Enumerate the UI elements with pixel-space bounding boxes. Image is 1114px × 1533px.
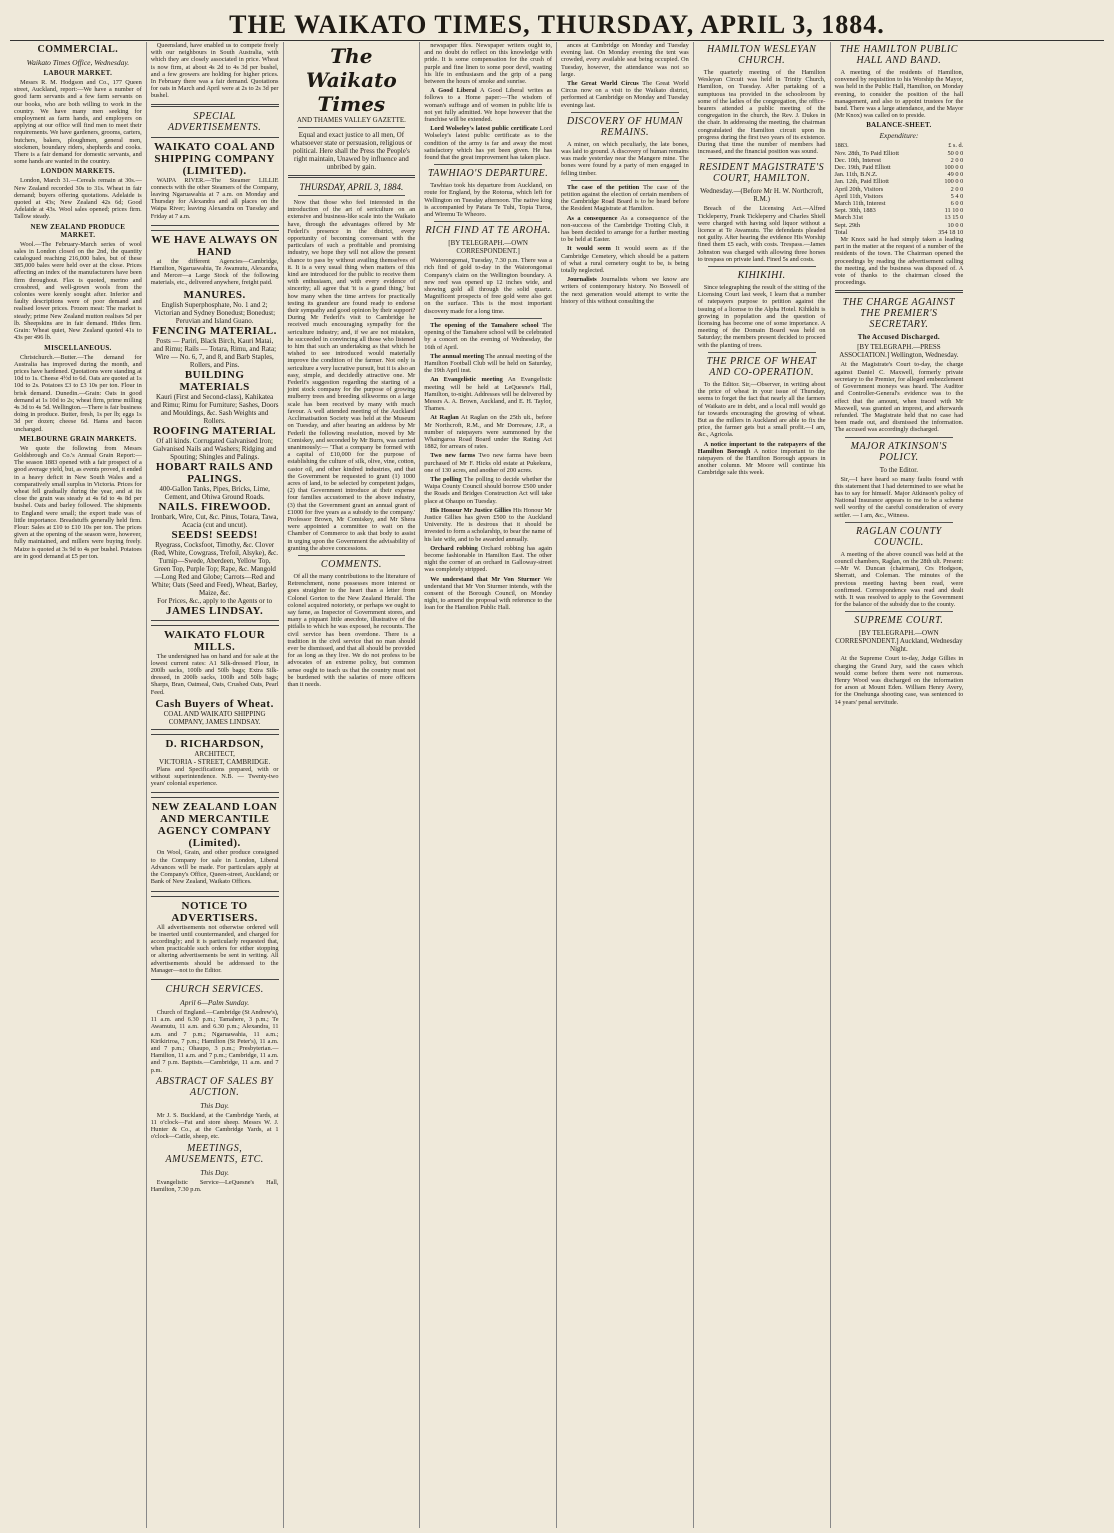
advert-tail: For Prices, &c., apply to the Agents or to (157, 596, 273, 605)
col2-body: Queensland, have enabled us to compete freely with our neighbours in South Australia, with which they are closely associated in price. Wheat is now firm, at about 4s 2d to 4s 3d per bushel, and a few growers are holding for higher prices. In February there was a fair demand. Quotations for oats in March and April were at 2s to 2s 3d per bushel. (150, 42, 279, 100)
advert-body: 400-Gallon Tanks, Pipes, Bricks, Lime, Cement, and Ohiwa Ground Roads. (159, 484, 270, 501)
balance-sheet-item: Dec. 19th, Paid Elliott (834, 164, 891, 172)
balance-sheet-row (835, 229, 964, 236)
human-remains-body: A miner, on which peculiarly, the late bones, was laid to ground. A discovery of human remains was made yesterday near the Mangere mine. The bones were found by a party of men engaged in felling timber. (561, 140, 689, 177)
nz-produce-body: Wool.—The February-March series of wool sales in London closed on the 2nd, the quantity catalogued reaching 216,000 bales, but of these 385,000 bales were held over at the close. Prices affecting an index of the manufacturers have been firm throughout. Flax is quoted, merino and crossbred, and well-grown wools from the colonies were keenly sought after. Inferior and faulty descriptions were of poor demand and realised lower prices. Frozen meat: The market is steady; prime New Zealand mutton realises 5d per lb. Sheepskins are in fair demand. Hides firm. Grain: Wheat quiet, New Zealand quoted 41s to 43s per 496 lb. (14, 240, 142, 342)
advert-title: WE HAVE ALWAYS ON HAND (151, 233, 278, 258)
news-item-title: Lord Wolseley's latest public certificate (430, 125, 538, 133)
news-item-title: It would seem (567, 245, 611, 253)
advert-body: The undersigned has on hand and for sale at the lowest current rates: A1 Silk-dressed Flour, in 200lb sacks, 100lb and 50lb bags; Extra Silk-dressed, in 200lb sacks, 100lb and 50lb bags; Sharps, Bran, Oatmeal, Oats, Crushed Oats, Pearl Feed. (150, 652, 279, 696)
advert-subtitle: SEEDS! SEEDS! (171, 528, 258, 541)
leader-body: Now that those who feel interested in the introduction of the art of sericulture on an extensive and business-like scale into the Waikato have, through the advantages offered by Mr Federli's presence in the district, every opportunity of becoming conversant with the particulars of such a profitable and promising industry, we hope they will not allow the present chance to pass by without availing themselves of it. It is a very usual thing when matters of this kind are introduced for the public to receive them with enthusiasm, and with every evidence of sincerity; all agree that 'it is a grand thing,' but how many when the time arrives for practically testing its grandeur are found ready to endorse their sympathy and good opinion by their support? During Mr Federli's visit to Cambridge he received much encouraging sympathy for the sericulture industry; and, if we are not mistaken, he succeeded in convincing all those who listened to him that such an undertaking as that which he wished to see introduced would materially improve the condition of the farmer. Not only is sericulture a very lucrative pursuit, but it is also an easy, simple, and decidedly attractive one. Mr Federli's suggestion regarding the starting of a joint stock company for the purpose of growing mulberry trees and breeding silkworms on a large scale has been received by many with much favour. A well attended meeting of the Auckland Acclimatisation Society was held at the Museum on Tuesday, and after hearing an address by Mr Federli the following resolution, moved by Mr Comiskey, and seconded by Mr Burrs, was carried unanimously:— 'That a company be formed with a capital of £10,000 for the purpose of establishing the culture of silk, olive, vine, cotton, castor oil, and other kindred industries, and that the Government be requested to grant (1) 1000 acres of land, to be selected by competent judges, (2) that Government introduce at their expense four families accustomed to the above industry, (3) that the Government grant an annual grant of £1000 for five years as a subsidy to the company.' Professor Brown, Mr Comiskey, and Mr Shera were appointed a committee to wait on the Chamber of Commerce to ask that body to assist in urging upon the Government the advisability of granting the above concessions. (287, 199, 416, 552)
news-item-body: His Honour Mr Justice Gillies has given £500 to the Auckland University. He is desirous that it should be invested to form a scholarship, to bear the name of his late wife, and to be awarded annually. (424, 506, 552, 543)
balance-sheet-row (835, 193, 964, 200)
column-3 (284, 42, 421, 1528)
news-item (424, 125, 552, 161)
news-item (424, 322, 552, 351)
divider (151, 104, 279, 107)
london-markets-heading: LONDON MARKETS. (40, 167, 115, 176)
advert-subtitle: FENCING MATERIAL. (152, 324, 277, 337)
news-item-title: The annual meeting (430, 352, 484, 360)
premier-secretary-heading: THE CHARGE AGAINST THE PREMIER'S SECRETARY. (842, 297, 955, 331)
news-item-body: Lord Wolseley's latest public certificate as to the condition of the army is far and away the most satisfactory which has yet been given. He has found that the great improvement has taken place. (424, 125, 552, 162)
rich-find-heading: RICH FIND AT TE AROHA. (425, 225, 551, 237)
balance-sheet-amount: 50 0 0 (947, 149, 964, 157)
news-item-body: The opening of the Tamahere school will be celebrated by a concert on the evening of Wednesday, the 16th of April. (424, 321, 552, 351)
raglan-council-heading: RAGLAN COUNTY COUNCIL. (856, 525, 942, 548)
balance-sheet-amount: 100 0 0 (944, 164, 964, 172)
advert-body: Ryegrass, Cocksfoot, Timothy, &c. Clover (Red, White, Cowgrass, Trefoil, Alsyke), &c. Turnip—Swede, Aberdeen, Yellow Top, Green Top, Purple Top; Rape, &c. Mangold—Long Red and Globe; Carrots—Red and White; Oats (Seed and Feed), Wheat, Barley, Maize, &c. (151, 540, 279, 597)
balance-sheet-amount: 49 0 0 (947, 171, 964, 179)
col4-body: newspaper files. Newspaper writers ought to, and no doubt do reflect on this knowledge with pride. It is some compensation for the crush of purple and fine linen to some poor devil, wasting his life in enthusiasm and the grip of a pang between the hours of smoke and sunrise. (424, 42, 552, 86)
paper-motto: Equal and exact justice to all men, Of whatsoever state or persuasion, religious or political. Here shall the Press the People's right maintain, Unawed by influence and unbribed by gain. (290, 131, 413, 171)
church-services-body: Church of England.—Cambridge (St Andrew's), 11 a.m. and 6.30 p.m.; Tamahere, 3 p.m.; Te Awamutu, 11 a.m. and 6.30 p.m.; Alexandra, 11 a.m. and 7 p.m.; Ngaruawahia, 11 a.m.; Kirikiriroa, 7 p.m.; Hamilton (St Peter's), 11 a.m. and 7 p.m.; Ohaupo, 3 p.m.; Presbyterian.—Hamilton, 11 a.m. and 7 p.m.; Cambridge, 11 a.m. and 7 p.m. Baptists.—Cambridge, 11 a.m. and 7 p.m. (150, 1008, 279, 1074)
balance-sheet-row (835, 222, 964, 229)
comments-heading: COMMENTS. (320, 558, 382, 570)
masthead-rule (10, 40, 1104, 41)
advert-tail: Cash Buyers of Wheat. (155, 697, 274, 710)
advert-coal-shipping (151, 137, 279, 226)
premier-secretary-sub: The Accused Discharged. (857, 333, 940, 342)
rich-find-byline: [BY TELEGRAPH.—OWN CORRESPONDENT.] (448, 239, 528, 256)
balance-sheet-amount: 11 10 0 (944, 207, 964, 215)
supreme-court-heading: SUPREME COURT. (854, 615, 944, 627)
leader-dateline: THURSDAY, APRIL 3, 1884. (299, 182, 404, 192)
divider (434, 221, 542, 222)
divider (835, 290, 964, 293)
supreme-court-dateline: [BY TELEGRAPH.—OWN CORRESPONDENT.] Auckland, Wednesday Night. (835, 629, 963, 654)
news-item (561, 215, 689, 244)
balance-sheet-amount: 13 15 0 (944, 214, 964, 222)
miscellaneous-body: Christchurch.—Butter.—The demand for Australia has improved during the month, and prices have hardened. Quotations were standing at 10d to 1s. Cheese 4½d to 6d. Oats are quoted at 1s 10d to 2s. Potatoes £3 to £3 10s per ton. Flour in brisk demand. Dunedin.—Grain: Oats in good demand at 1s 10d to 2s; wheat firm, prime milling 4s 3d to 4s 5d. Wellington.—There is fair business doing in produce. Butter, fresh, 1s per lb; eggs 1s 3d per dozen; cheese 6d. Hams and bacon unchanged. (14, 353, 142, 433)
abstract-sales-body: Mr J. S. Buckland, at the Cambridge Yards, at 11 o'clock—Fat and store sheep. Messrs W. J. Hunter & Co., at the Cambridge Yards, at 1 o'clock—Cattle, sheep, etc. (150, 1111, 279, 1141)
advert-address: VICTORIA - STREET, CAMBRIDGE. (159, 757, 271, 766)
news-item-body: The polling to decide whether the Waipa County Council should borrow £500 under the Roads and Bridges Construction Act will take place at Ohaupo on Tuesday. (424, 475, 552, 505)
news-item-title: A notice important to the ratepayers of the Hamilton Borough (697, 440, 826, 455)
balance-sheet-item: Nov. 28th, To Paid Elliott (834, 149, 899, 157)
balance-sheet-row (835, 207, 964, 214)
divider (298, 127, 406, 128)
advert-title: NEW ZEALAND LOAN AND MERCANTILE AGENCY COMPANY (Limited). (152, 801, 278, 850)
news-item (561, 80, 689, 109)
divider (845, 611, 954, 612)
column-1 (10, 42, 147, 1528)
advert-subtitle: HOBART RAILS AND PALINGS. (155, 460, 274, 485)
news-item-body: We understand that Mr Von Sturmer intends, with the consent of the Borough Council, on Monday night, to amend the proposal with reference to the loan for the Hamilton Public Hall. (424, 575, 552, 612)
news-item-body: Orchard robbing has again become fashionable in Hamilton East. The other night the corner of an orchard in Galloway-street was completely stripped. (424, 544, 552, 574)
tawhiao-heading: TAWHIAO'S DEPARTURE. (427, 168, 549, 180)
divider (298, 195, 406, 196)
balance-sheet-row (835, 186, 964, 193)
atkinson-policy-body: Sir,—I have heard so many faults found with this statement that I had determined to see what he has to say for himself. Major Atkinson's policy of National Insurance appears to me to be a scheme well worthy of the careful consideration of every settler. — I am, &c., Witness. (834, 475, 964, 519)
magistrates-court-date: Wednesday.—(Before Mr H. W. Northcroft, R.M.) (700, 187, 824, 204)
advert-always-on-hand (151, 230, 279, 621)
public-hall-tail: Mr Knox said he had simply taken a leading part in the matter at the request of a number of the residents of the town. The Chairman opened the proceedings by reading the advertisement calling the meeting, and the business was disposed of. A vote of thanks to the chairman closed the proceedings. (834, 236, 964, 287)
news-item-title: Two new farms (430, 452, 476, 460)
column-7 (831, 42, 968, 1528)
public-hall-heading: THE HAMILTON PUBLIC HALL AND BAND. (839, 44, 958, 66)
divider (434, 164, 542, 165)
meetings-heading: MEETINGS, AMUSEMENTS, ETC. (165, 1142, 264, 1165)
divider (845, 437, 954, 438)
news-item (424, 452, 552, 474)
news-item (698, 441, 826, 477)
labour-market-heading: LABOUR MARKET. (43, 69, 113, 77)
church-services-heading: CHURCH SERVICES. (165, 983, 264, 995)
abstract-sales-date: This Day. (200, 1100, 229, 1110)
divider (434, 318, 542, 319)
advert-body: All advertisements not otherwise ordered will be inserted until countermanded, and charged for accordingly; and it is particularly requested that, when practicable such orders for either stopping or altering advertisements be sent in writing. All advertisements should be addressed to the Manager—not to the Editor. (150, 923, 279, 974)
wesleyan-heading: HAMILTON WESLEYAN CHURCH. (706, 44, 817, 66)
commercial-heading: COMMERCIAL. (37, 44, 119, 55)
news-item-title: The case of the petition (567, 183, 640, 191)
balance-sheet-heading: BALANCE-SHEET. (866, 121, 932, 130)
advert-body: Of all kinds. Corrugated Galvanised Iron; Galvanised Nails and Washers; Ridging and Spouting; Shingles and Palings. (153, 436, 277, 461)
advert-loan-mercantile (151, 797, 279, 891)
balance-sheet-sub: Expenditure: (879, 131, 919, 141)
balance-sheet-row (835, 200, 964, 207)
balance-sheet-amount: £ s. d. (948, 142, 964, 150)
balance-sheet-row (835, 171, 964, 178)
divider (845, 522, 954, 523)
balance-sheet-item: April 20th, Visitors (834, 185, 884, 193)
advert-signature: COAL AND WAIKATO SHIPPING COMPANY, JAMES LINDSAY. (163, 709, 266, 726)
balance-sheet-item: Total (834, 228, 848, 236)
advert-body: Plans and Specifications prepared, with or without superintendence. N.B. — Twenty-two years' colonial experience. (150, 765, 279, 788)
balance-sheet-amount: 6 0 0 (950, 200, 964, 208)
news-item (561, 245, 689, 274)
human-remains-heading: DISCOVERY OF HUMAN REMAINS. (566, 115, 683, 138)
commercial-dateline: Waikato Times Office, Wednesday. (26, 58, 130, 67)
rich-find-body: Waiorongomai, Tuesday, 7.30 p.m. There was a rich find of gold to-day in the Waiorongomai Company's claim on the Wellington boundary. A new reef was opened up 12 inches wide, and showing gold all through the solid quartz. Magnificent prospects of free gold were also got on the surface. This is the most important discovery made for a long time. (424, 257, 552, 315)
advert-body: English Superphosphate, No. 1 and 2; Victorian and Sydney Bonedust; Bonedust; Peruvian and Island Guano. (154, 300, 276, 325)
church-services-date: April 6—Palm Sunday. (180, 997, 250, 1007)
comments-body: Of all the many contributions to the literature of Retrenchment, none possesses more interest or goes straighter to the heart than a letter from Colonel Gorton to the New Zealand Herald. The colonel acquired notoriety, or perhaps we ought to say fame, as Inspector of Government stores, and many a piquant little anecdote, illustrative of the pitfalls to which he was exposed, he recounts. The civil service has been overdone. There is a tradition in the civil service that no man should ever be dismissed, and that all should be provided for as long as they live. We do not profess to be advocates of an extreme policy, but common sense ought to teach us that the country must not be burdened with the salaries of more officers than it needs. (287, 572, 416, 688)
advert-subtitle: BUILDING MATERIALS (179, 368, 250, 393)
advert-signature: JAMES LINDSAY. (165, 604, 264, 617)
columns (10, 42, 1104, 1528)
balance-sheet-row (835, 150, 964, 157)
news-item-title: As a consequence (567, 214, 618, 222)
london-markets-body: London, March 31.—Cereals remain at 30s.—New Zealand recorded 30s to 31s. Wheat in fair demand; buyers offering quotations. Adelaide is quoted at 43s; New Zealand 42s 6d; Good Adelaide at 43s. Wool sales opened; prices firm. Tallow steady. (14, 177, 142, 221)
atkinson-policy-sub: To the Editor. (879, 465, 918, 474)
advert-body: WAIPA RIVER.—The Steamer LILLIE connects with the other Steamers of the Company, leaving Ngaruawahia at 7 a.m. on Monday and Thursday for Alexandra and all places on the Waipa River; leaving Alexandra on Tuesday and Friday at 7 a.m. (150, 176, 279, 220)
news-item-body: A notice important to the ratepayers of the Hamilton Borough appears in another column. Mr Moore will continue his Cambridge sale this week. (697, 447, 826, 477)
balance-sheet-item: 1883. (834, 142, 849, 150)
col5-body: ances at Cambridge on Monday and Tuesday evening last. On Monday evening the tent was crowded, every available seat being occupied. On Tuesday, however, the attendance was not so large. (561, 42, 689, 78)
raglan-council-body: A meeting of the above council was held at the council chambers, Raglan, on the 28th ult. Present:—Mr W. Duncan (chairman), Crs Hodgson, Sherratt, and Coleman. The minutes of the previous meeting having been read, were confirmed. Correspondence was read and dealt with. It was resolved to apply to the Government for the balance of the subsidy due to the county. (834, 550, 964, 609)
balance-sheet-item: April 11th, Visitors (834, 192, 883, 200)
news-item-title: The Great World Circus (567, 80, 639, 88)
advert-body: Posts — Pariri, Black Birch, Kauri Matai, and Rimu; Rails — Totara, Rimu, and Rata; Wire — No. 6, 7, and 8, and Barb Staples, Rollers, and Pins. (153, 336, 277, 369)
news-item (561, 184, 689, 213)
balance-sheet-item: Sept. 30th, 1883 (834, 207, 876, 215)
news-item-body: Two new farms have been purchased of Mr F. Hicks old estate at Pukekura, one of 130 acres, and another of 200 acres. (424, 452, 552, 474)
magistrates-court-body: Breach of the Licensing Act.—Alfred Tickleperry, Frank Tickleperry and Charles Shiell were charged with having sold liquor without a licence at Te Awamutu. The defendants pleaded not guilty. After hearing the evidence His Worship fined them £5 each, with costs. Trespass.—James Johnston was charged with allowing three horses to trespass on private land. Fined 5s and costs. (697, 205, 826, 263)
advert-title: NOTICE TO ADVERTISERS. (171, 899, 258, 924)
advert-title: WAIKATO COAL AND SHIPPING COMPANY (LIMITED). (153, 140, 276, 177)
kihikihi-body: Since telegraphing the result of the sitting of the Licensing Court last week, I learn that a number of ratepayers purpose to petition against the issuing of a license to the Alpha Hotel. Kihikihi is growing in population and the question of licensing has become one of some importance. A meeting of the Domain Board was held on Saturday; the members present decided to proceed with the planting of trees. (697, 284, 826, 349)
advert-body: Ironbark, Wire, Cut, &c. Pinus, Totara, Tawa, Acacia (cut and uncut). (151, 512, 279, 529)
column-4 (420, 42, 557, 1528)
advert-notice-advertisers (151, 896, 279, 980)
balance-sheet-row (835, 142, 964, 149)
melbourne-grain-body: We quote the following from Messrs Goldsbrough and Co.'s Annual Grain Report:—The season 1883 opened with a fair prospect of a good average yield, but, as events proved, it ended in a heavy deficit in New South Wales and a comparatively small surplus in Victoria. Prices for wheat fell gradually during the year, and at its close the grain was steady at 4s 6d to 4s 8d per bushel. Oats and barley followed. The shipments to England were small; the export trade was of little importance. Breadstuffs generally held firm. Flour: Sales at £10 to £10 10s per ton. The prices given at the opening of the season were, however, fully maintained, and millers were buying freely. Maize is quoted at 3s 9d to 4s per bushel. Potatoes are in good demand at £5 per ton. (14, 444, 142, 560)
balance-sheet-row (835, 157, 964, 164)
news-item (424, 414, 552, 450)
news-item-body: A Good Liberal writes as follows to a Home paper:—The wisdom of woman's suffrage and of women in public life is not yet fully admitted. We hope however that the franchise will be extended. (424, 87, 553, 124)
advert-subtitle: ARCHITECT, (194, 749, 235, 758)
news-item-title: We understand that Mr Von Sturmer (430, 575, 541, 583)
balance-sheet-row (835, 164, 964, 171)
meetings-body: Evangelistic Service—LeQuesne's Hall, Hamilton, 7.30 p.m. (150, 1178, 279, 1193)
divider (571, 112, 679, 113)
tawhiao-body: Tawhiao took his departure from Auckland, on route for England, by the Rotorua, which left for Wellington on Tuesday afternoon. The native king is accompanied by Patara Te Tuhi, Topia Turoa, and Wiremu Te Wheoro. (424, 182, 552, 219)
balance-sheet-item: Dec. 10th, Interest (834, 156, 882, 164)
news-item-body: At Raglan on the 25th ult., before Mr Northcroft, R.M., and Mr Dorresaw, J.P., a number of ratepayers were summoned by the Whaingaroa Road Board under the Rating Act 1882, for arrears of rates. (424, 414, 552, 451)
premier-secretary-body: At the Magistrate's Court to-day, the charge against Daniel C. Maxwell, formerly private secretary to the Premier, for alleged embezzlement of Government moneys was heard. The Auditor and Controller-General's evidence was to the effect that the amount, when traced with Mr Maxwell, was granted an imprest, and afterwards refunded. The Magistrate held that no case had been made out, and dismissed the information. The accused was accordingly discharged. (834, 361, 964, 434)
news-item-title: The opening of the Tamahere school (430, 321, 539, 329)
news-item (424, 476, 552, 505)
advert-title: WAIKATO FLOUR MILLS. (164, 628, 266, 653)
price-wheat-body: To the Editor. Sir,—Observer, in writing about the price of wheat in your issue of Thursday, seems to forget the fact that nearly all the farmers of Waikato are in debt, and a local mill would go far towards encouraging the growing of wheat. But as the millers in Auckland are able to fix the price, the farmer gets but a small profit.—I am, &c., Agricola. (697, 380, 826, 439)
column-2 (147, 42, 284, 1528)
divider (708, 158, 816, 159)
balance-sheet-amount: 5 4 0 (950, 192, 964, 200)
news-item-title: A Good Liberal (430, 87, 477, 95)
public-hall-body: A meeting of the residents of Hamilton, convened by requisition to his Worship the Mayor, was held in the Public Hall, Hamilton, on Monday evening, to consider the position of the hall management, and also to appoint trustees for the band. There was a large attendance, and the Mayor (Mr Knox) was called on to preside. (834, 69, 964, 120)
miscellaneous-heading: MISCELLANEOUS. (44, 343, 112, 352)
divider (288, 175, 416, 178)
wesleyan-body: The quarterly meeting of the Hamilton Wesleyan Circuit was held in Trinity Church, Hamilton, on Tuesday. After partaking of a sumptuous tea provided in the schoolroom by some of the ladies of the congregation, the office-bearers attended a public meeting of the congregation in the church, the Rev. J. Dukes in the chair. In addressing the meeting, the chairman congratulated the Hamilton circuit upon its progress during the first two years of its existence. During that time the number of members had increased, and the financial position was sound. (697, 69, 826, 156)
divider (708, 352, 816, 353)
news-item-body: An Evangelistic meeting will be held at LeQuesne's Hall, Hamilton, to-night. Addresses will be delivered by Messrs A. A. Brown, Auckland, and E. H. Taylor, Thames. (424, 376, 552, 413)
news-item-body: The Great World Circus now on a visit to the Waikato district, performed at Cambridge on Monday and Tuesday evenings last. (561, 80, 689, 109)
balance-sheet-amount: 354 18 10 (938, 228, 964, 236)
special-ads-heading: SPECIAL ADVERTISEMENTS. (167, 110, 262, 133)
atkinson-policy-heading: MAJOR ATKINSON'S POLICY. (850, 440, 948, 463)
advert-body: On Wool, Grain, and other produce consigned to the Company for sale in London, Liberal Advances will be made. For particulars apply at the Company's Office, Queen-street, Auckland; or Bank of New Zealand, Waikato Offices. (150, 849, 279, 886)
advert-body: Kauri (First and Second-class), Kahikatea and Rimu; Rimu for Furniture; Sashes, Doors and Mouldings, &c. Sash Weights and Rollers. (150, 392, 279, 425)
news-item-body: It would seem as if the Cambridge Cemetery, which should be a pattern of what a rural cemetery ought to be, is being totally neglected. (561, 245, 689, 275)
news-item (561, 276, 689, 305)
balance-sheet-amount: 2 0 0 (950, 185, 964, 193)
news-item (424, 353, 552, 375)
news-item-body: As a consequence of the non-success of the Cambridge Trotting Club, it has been decided to arrange for a further meeting to be held at Easter. (561, 214, 689, 244)
balance-sheet-row (835, 178, 964, 185)
kihikihi-heading: KIHIKIHI. (737, 270, 786, 282)
balance-sheet-item: Jan. 11th, B.N.Z. (834, 171, 878, 179)
column-5 (557, 42, 694, 1528)
news-item-body: The case of the petition against the election of certain members of the Cambridge Road Board is to be heard before the Resident Magistrate at Hamilton. (561, 183, 689, 213)
news-item-body: Journalists whom we know are writers of contemporary history. No Boswell of the next generation would attempt to write the history of this without consulting the (561, 276, 689, 305)
news-item (424, 376, 552, 412)
news-item-title: At Raglan (430, 414, 459, 422)
balance-sheet-amount: 100 0 0 (944, 178, 964, 186)
news-item-title: His Honour Mr Justice Gillies (430, 506, 512, 514)
meetings-date: This Day. (200, 1167, 229, 1177)
divider (571, 180, 679, 181)
paper-nameplate-sub: AND THAMES VALLEY GAZETTE. (296, 116, 406, 124)
magistrates-court-heading: RESIDENT MAGISTRATE'S COURT, HAMILTON. (699, 162, 825, 185)
news-item-title: Journalists (567, 276, 597, 284)
balance-sheet-item: March 11th, Interest (834, 200, 886, 208)
nz-produce-heading: NEW ZEALAND PRODUCE MARKET. (30, 222, 126, 239)
paper-nameplate: The Waikato Times (306, 44, 397, 116)
news-item-title: The polling (430, 475, 462, 483)
masthead-title: THE WAIKATO TIMES, THURSDAY, APRIL 3, 1884. (229, 10, 885, 39)
labour-market-body: Messrs R. M. Hodgson and Co., 177 Queen street, Auckland, report:—We have a number of good farm servants and a few farm servants on our books, who are both willing to work in the country. We have many men seeking for employment as farm hands, and employers on applying at our office will find men to meet their requirements. We have gardeners, grooms, carters, butchers, bakers, ploughmen, general men, stockmen, boundary riders, shepherds and cooks. There is a fair demand for domestic servants, and some hands are wanted in the country. (14, 79, 142, 166)
balance-sheet-amount: 10 0 0 (947, 221, 964, 229)
advert-title: D. RICHARDSON, (165, 737, 264, 750)
column-6 (694, 42, 831, 1528)
balance-sheet-item: Sept. 29th (834, 221, 861, 229)
news-item (424, 576, 552, 612)
news-item (424, 507, 552, 543)
balance-sheet-amount: 2 0 0 (950, 156, 964, 164)
advert-richardson (151, 734, 279, 794)
news-item (424, 545, 552, 574)
balance-sheet-item: March 31st (834, 214, 864, 222)
balance-sheet-row (835, 214, 964, 221)
divider (708, 266, 816, 267)
advert-subtitle: MANURES. (183, 288, 246, 301)
supreme-court-body: At the Supreme Court to-day, Judge Gillies in charging the Grand Jury, said the cases which would come before them were not numerous. Henry Wood was discharged on the information for arson at Mount Eden. William Henry Avery, for the Onehunga shooting case, was sentenced to 14 years' penal servitude. (834, 655, 964, 706)
divider (298, 555, 406, 556)
news-item-title: Orchard robbing (430, 544, 478, 552)
melbourne-grain-heading: MELBOURNE GRAIN MARKETS. (19, 434, 137, 443)
premier-secretary-dateline: [BY TELEGRAPH.—PRESS ASSOCIATION.] Wellington, Wednesday. (839, 343, 959, 360)
balance-sheet-table (835, 142, 964, 236)
advert-subtitle: NAILS. FIREWOOD. (158, 500, 271, 513)
abstract-sales-heading: ABSTRACT OF SALES BY AUCTION. (155, 1075, 274, 1098)
advert-body: at the different Agencies—Cambridge, Hamilton, Ngaruawahia, Te Awamutu, Alexandra, and Mercer—a Large Stock of the following materials, etc., delivered anywhere, freight paid. (150, 257, 279, 287)
balance-sheet-item: Jan. 12th, Paid Elliott (834, 178, 889, 186)
price-wheat-heading: THE PRICE OF WHEAT AND CO-OPERATION. (706, 355, 817, 378)
advert-flour-mills (151, 625, 279, 730)
news-item-title: An Evangelistic meeting (430, 376, 503, 384)
news-item (424, 87, 552, 123)
advert-subtitle: ROOFING MATERIAL (153, 424, 277, 437)
news-item-body: The annual meeting of the Hamilton Football Club will be held on Saturday, the 19th April inst. (424, 352, 552, 375)
